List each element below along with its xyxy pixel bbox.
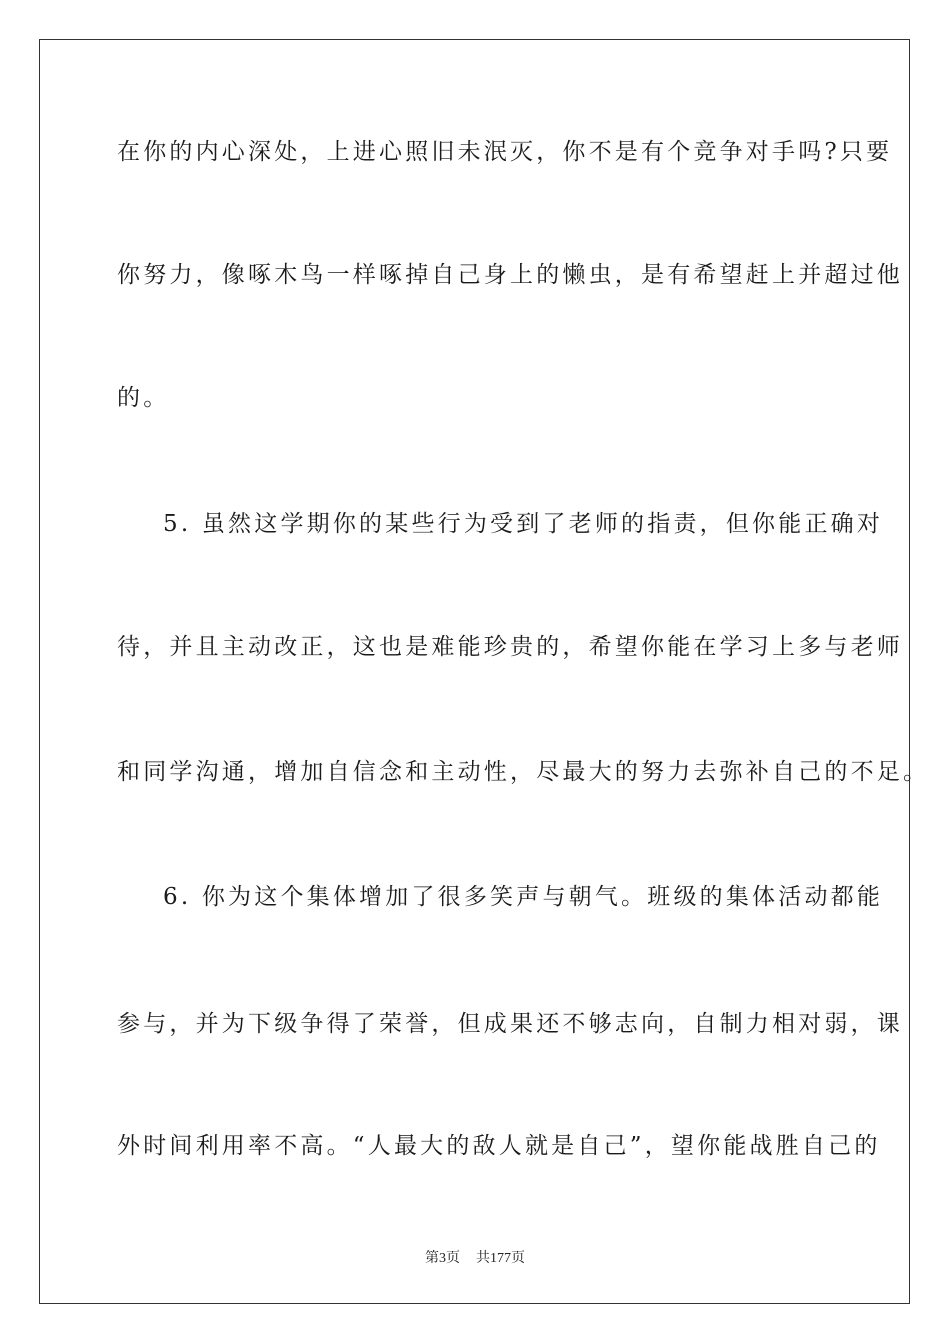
text-line-3: 的。 [117,385,170,411]
text-line-7: 6. 你为这个集体增加了很多笑声与朝气。班级的集体活动都能 [163,884,884,910]
text-line-5: 待，并且主动改正，这也是难能珍贵的，希望你能在学习上多与老师 [117,634,903,660]
text-line-8: 参与，并为下级争得了荣誉，但成果还不够志向，自制力相对弱，课 [117,1011,903,1037]
text-line-6: 和同学沟通，增加自信念和主动性，尽最大的努力去弥补自己的不足。 [117,759,930,785]
text-line-9: 外时间利用率不高。“人最大的敌人就是自己”，望你能战胜自己的 [117,1133,881,1159]
text-line-4: 5. 虽然这学期你的某些行为受到了老师的指责，但你能正确对 [163,511,884,537]
page-footer [0,1247,950,1267]
text-line-2: 你努力，像啄木鸟一样啄掉自己身上的懒虫，是有希望赶上并超过他 [117,262,903,288]
total-pages: 共177页 [476,1251,525,1266]
text-line-1: 在你的内心深处，上进心照旧未泯灭，你不是有个竞争对手吗?只要 [117,139,893,165]
page-number: 第3页 [425,1251,460,1266]
page-border [39,39,910,1304]
